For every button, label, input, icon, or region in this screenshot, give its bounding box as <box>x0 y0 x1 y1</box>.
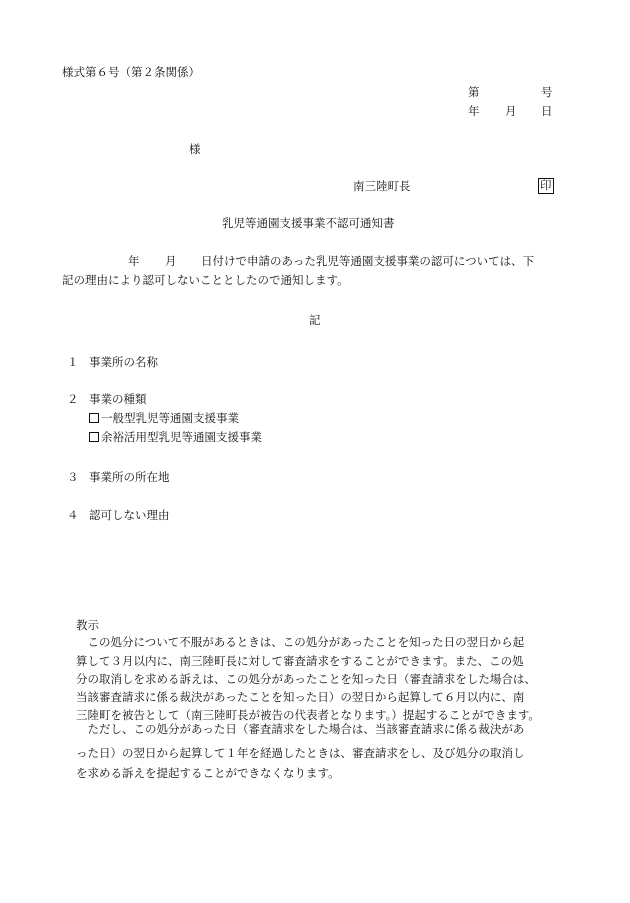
notice-line: ただし、この処分があった日（審査請求をした場合は、当該審査請求に係る裁決があ <box>76 722 525 736</box>
body-line1: 日付けで申請のあった乳児等通園支援事業の認可については、下 <box>201 254 535 268</box>
business-type-option <box>89 432 262 444</box>
doc-number-prefix: 第 <box>468 85 480 99</box>
date-year: 年 <box>468 104 480 118</box>
item-label-reason: 認可しない理由 <box>89 508 170 522</box>
ki-label: 記 <box>309 313 321 327</box>
body-year: 年 <box>128 254 140 268</box>
item-label-facility-address: 事業所の所在地 <box>89 470 170 484</box>
sender-title: 南三陸町長 <box>353 179 411 193</box>
business-type-label: 一般型乳児等通園支援事業 <box>101 411 239 425</box>
notice-line: 算して３月以内に、南三陸町長に対して審査請求をすることができます。また、この処 <box>76 654 524 668</box>
notice-line: を求める訴えを提起することができなくなります。 <box>76 766 340 780</box>
notice-line: この処分について不服があるときは、この処分があったことを知った日の翌日から起 <box>76 635 525 649</box>
document-title: 乳児等通園支援事業不認可通知書 <box>222 216 395 230</box>
item-number: ４ <box>67 508 79 522</box>
notice-line: った日）の翌日から起算して１年を経過したときは、審査請求をし、及び処分の取消し <box>76 746 525 760</box>
body-month: 月 <box>165 254 177 268</box>
body-line2: 記の理由により認可しないこととしたので通知します。 <box>62 273 349 287</box>
item-label-facility-name: 事業所の名称 <box>89 355 158 369</box>
addressee-honorific: 様 <box>189 142 201 156</box>
form-number: 様式第６号（第２条関係） <box>62 65 200 79</box>
business-type-option <box>89 413 239 425</box>
notice-heading: 教示 <box>76 618 99 632</box>
checkbox-icon <box>89 432 99 442</box>
notice-line: 当該審査請求に係る裁決があったことを知った日）の翌日から起算して６月以内に、南 <box>76 690 525 704</box>
date-day: 日 <box>541 104 553 118</box>
item-number: ２ <box>67 392 79 406</box>
seal-mark: 印 <box>540 178 552 192</box>
item-number: ３ <box>67 470 79 484</box>
date-month: 月 <box>505 104 517 118</box>
item-number: １ <box>67 355 79 369</box>
business-type-label: 余裕活用型乳児等通園支援事業 <box>101 430 262 444</box>
notice-line: 分の取消しを求める訴えは、この処分があったことを知った日（審査請求をした場合は、 <box>76 672 536 686</box>
doc-number-suffix: 号 <box>541 85 553 99</box>
checkbox-icon <box>89 413 99 423</box>
item-label-business-type: 事業の種類 <box>89 392 147 406</box>
notice-line: 三陸町を被告として（南三陸町長が被告の代表者となります。）提起することができます。 <box>76 708 540 722</box>
